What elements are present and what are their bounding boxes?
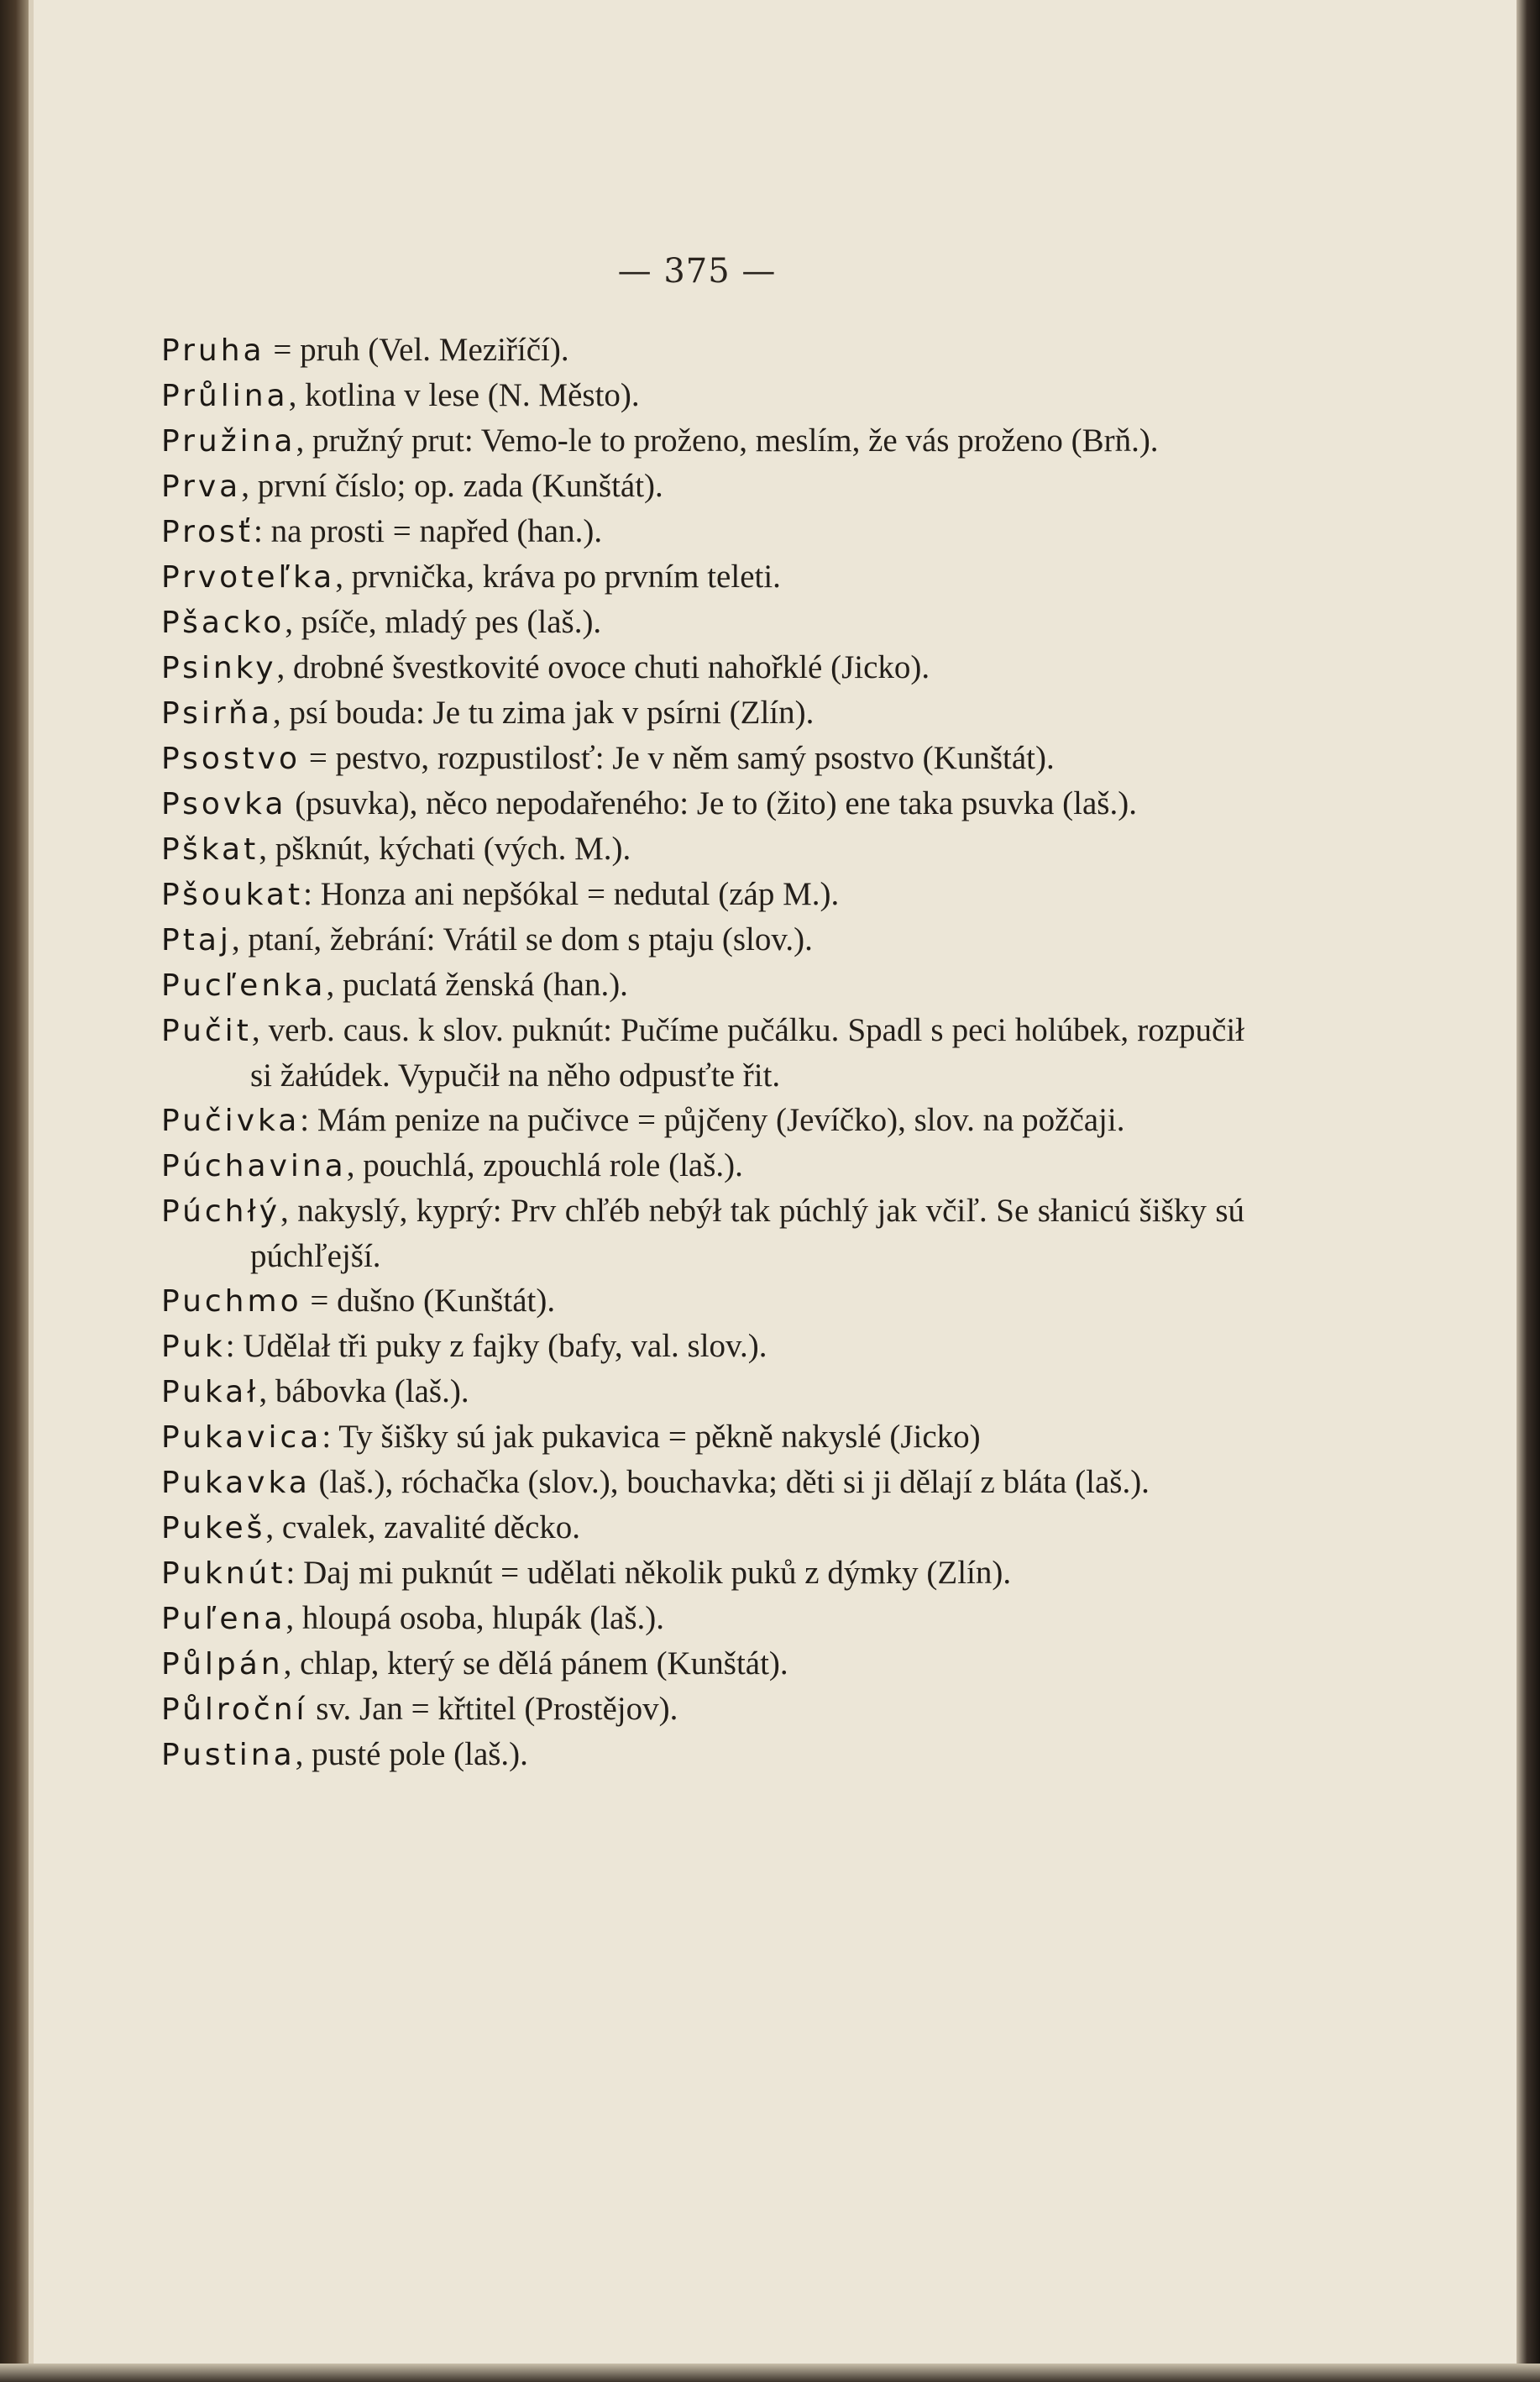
entry-headword: Prosť [161,515,254,549]
page-binding-edge [0,0,29,2382]
entry-headword: Puk [161,1330,226,1364]
dictionary-entry [161,872,1244,917]
entry-headword: Ptaj [161,923,232,958]
entry-definition: , ptaní, žebrání: Vrátil se dom s ptaju (slov.). [231,921,813,958]
entry-headword: Puknút [161,1556,286,1591]
entry-headword: Prvoteľka [161,560,336,595]
entry-definition: , psíče, mladý pes (laš.). [285,604,602,640]
dictionary-entry [161,781,1244,826]
dictionary-entry [161,826,1244,872]
entry-headword: Púchłý [161,1194,281,1229]
entry-definition: , pusté pole (laš.). [295,1736,528,1772]
dictionary-entry [161,690,1244,736]
dictionary-entry [161,1369,1244,1414]
entry-definition: , chlap, který se dělá pánem (Kunštát). [283,1645,788,1682]
dictionary-entry [161,963,1244,1008]
dictionary-entry [161,917,1244,963]
entry-definition: , pouchlá, zpouchlá role (laš.). [346,1147,743,1183]
entry-headword: Pšoukat [161,878,304,912]
dictionary-entry [161,1414,1244,1460]
entry-headword: Púchavina [161,1149,347,1183]
entry-definition: , pružný prut: Vemo-le to proženo, meslím, že vás proženo (Brň.). [296,422,1159,459]
entry-definition: , puclatá ženská (han.). [326,967,628,1003]
entry-definition: , verb. caus. k slov. puknút: Pučíme pučálku. Spadl s peci holúbek, rozpučił si žałúdek. Vypučił na něho odpusťte řit. [250,1012,1244,1094]
entry-headword: Psirňa [161,696,273,731]
dictionary-entry [161,645,1244,690]
entry-definition: sv. Jan = křtitel (Prostějov). [307,1691,678,1727]
dictionary-entry [161,464,1244,509]
entry-definition: , nakyslý, kyprý: Prv chľéb nebýł tak púchlý jak včiľ. Se słanicú šišky sú púchľejší. [250,1193,1244,1274]
entry-definition: : Daj mi puknút = udělati několik puků z dýmky (Zlín). [285,1555,1012,1591]
entry-definition: , psí bouda: Je tu zima jak v psírni (Zlín). [272,695,815,731]
entry-definition: , prvnička, kráva po prvním teleti. [335,559,781,595]
dictionary-entry [161,554,1244,600]
page-right-edge [1516,0,1540,2382]
entry-headword: Pustina [161,1738,296,1772]
entry-headword: Půlpán [161,1647,284,1682]
entry-definition: (psuvka), něco nepodařeného: Je to (žito) ene taka psuvka (laš.). [286,785,1137,821]
entry-headword: Pruha [161,333,265,368]
dictionary-entry [161,1324,1244,1369]
entry-headword: Pucľenka [161,968,327,1003]
entry-headword: Pučit [161,1014,252,1048]
dictionary-entry [161,600,1244,645]
entry-definition: , hloupá osoba, hlupák (laš.). [285,1600,664,1636]
entry-headword: Pšacko [161,606,285,640]
dictionary-entry [161,1008,1244,1098]
dictionary-entry [161,1641,1244,1687]
entry-headword: Psostvo [161,742,301,776]
entry-definition: : Ty šišky sú jak pukavica = pěkně nakyslé (Jicko) [322,1419,981,1455]
entry-definition: , cvalek, zavalité děcko. [265,1509,581,1545]
dictionary-entry [161,1188,1244,1278]
entry-definition: , bábovka (laš.). [259,1373,469,1409]
dictionary-entry [161,418,1244,464]
entry-headword: Pukeš [161,1511,266,1545]
entry-headword: Pučivka [161,1104,301,1138]
entry-headword: Prva [161,470,242,504]
entry-definition: = pruh (Vel. Meziříčí). [265,332,569,368]
entry-headword: Psinky [161,651,277,685]
dictionary-entry [161,1687,1244,1732]
dictionary-entry [161,373,1244,418]
dictionary-entry [161,1098,1244,1143]
entry-definition: , kotlina v lese (N. Město). [288,377,640,413]
entry-headword: Puchmo [161,1284,302,1319]
dictionary-entry [161,1550,1244,1596]
dictionary-entry [161,1143,1244,1188]
entry-definition: : Honza ani nepšókal = nedutal (záp M.). [303,876,840,912]
entry-definition: = pestvo, rozpustilosť: Je v něm samý psostvo (Kunštát). [301,740,1055,776]
entry-definition: = dušno (Kunštát). [301,1283,556,1319]
entry-definition: , první číslo; op. zada (Kunštát). [241,468,663,504]
dictionary-entry [161,328,1244,373]
entry-definition: , pšknút, kýchati (vých. M.). [259,831,631,867]
dictionary-entry [161,1732,1244,1777]
entry-definition: , drobné švestkovité ovoce chuti nahořklé (Jicko). [276,649,930,685]
dictionary-entry [161,509,1244,554]
page-number: — 375 — [617,252,777,291]
entry-headword: Pružina [161,424,296,459]
entry-headword: Puľena [161,1602,286,1636]
entry-definition: (laš.), róchačka (slov.), bouchavka; děti si ji dělají z bláta (laš.). [310,1464,1150,1500]
dictionary-entry [161,1505,1244,1550]
entry-headword: Pukavka [161,1466,311,1500]
dictionary-entry [161,1596,1244,1641]
dictionary-entries [161,328,1244,1777]
page-edge-line [29,0,34,2382]
dictionary-entry [161,1460,1244,1505]
entry-headword: Pukał [161,1375,259,1409]
entry-definition: : Mám penize na pučivce = půjčeny (Jevíčko), slov. na požčaji. [300,1102,1125,1138]
entry-headword: Psovka [161,787,287,821]
page-bottom-edge [0,2364,1540,2382]
dictionary-entry [161,1278,1244,1324]
entry-definition: : na prosti = napřed (han.). [253,513,603,549]
entry-headword: Pukavica [161,1420,322,1455]
entry-headword: Pškat [161,832,259,867]
entry-definition: : Udělał tři puky z fajky (bafy, val. slov.). [225,1328,767,1364]
dictionary-entry [161,736,1244,781]
entry-headword: Půlroční [161,1692,308,1727]
entry-headword: Průlina [161,379,289,413]
